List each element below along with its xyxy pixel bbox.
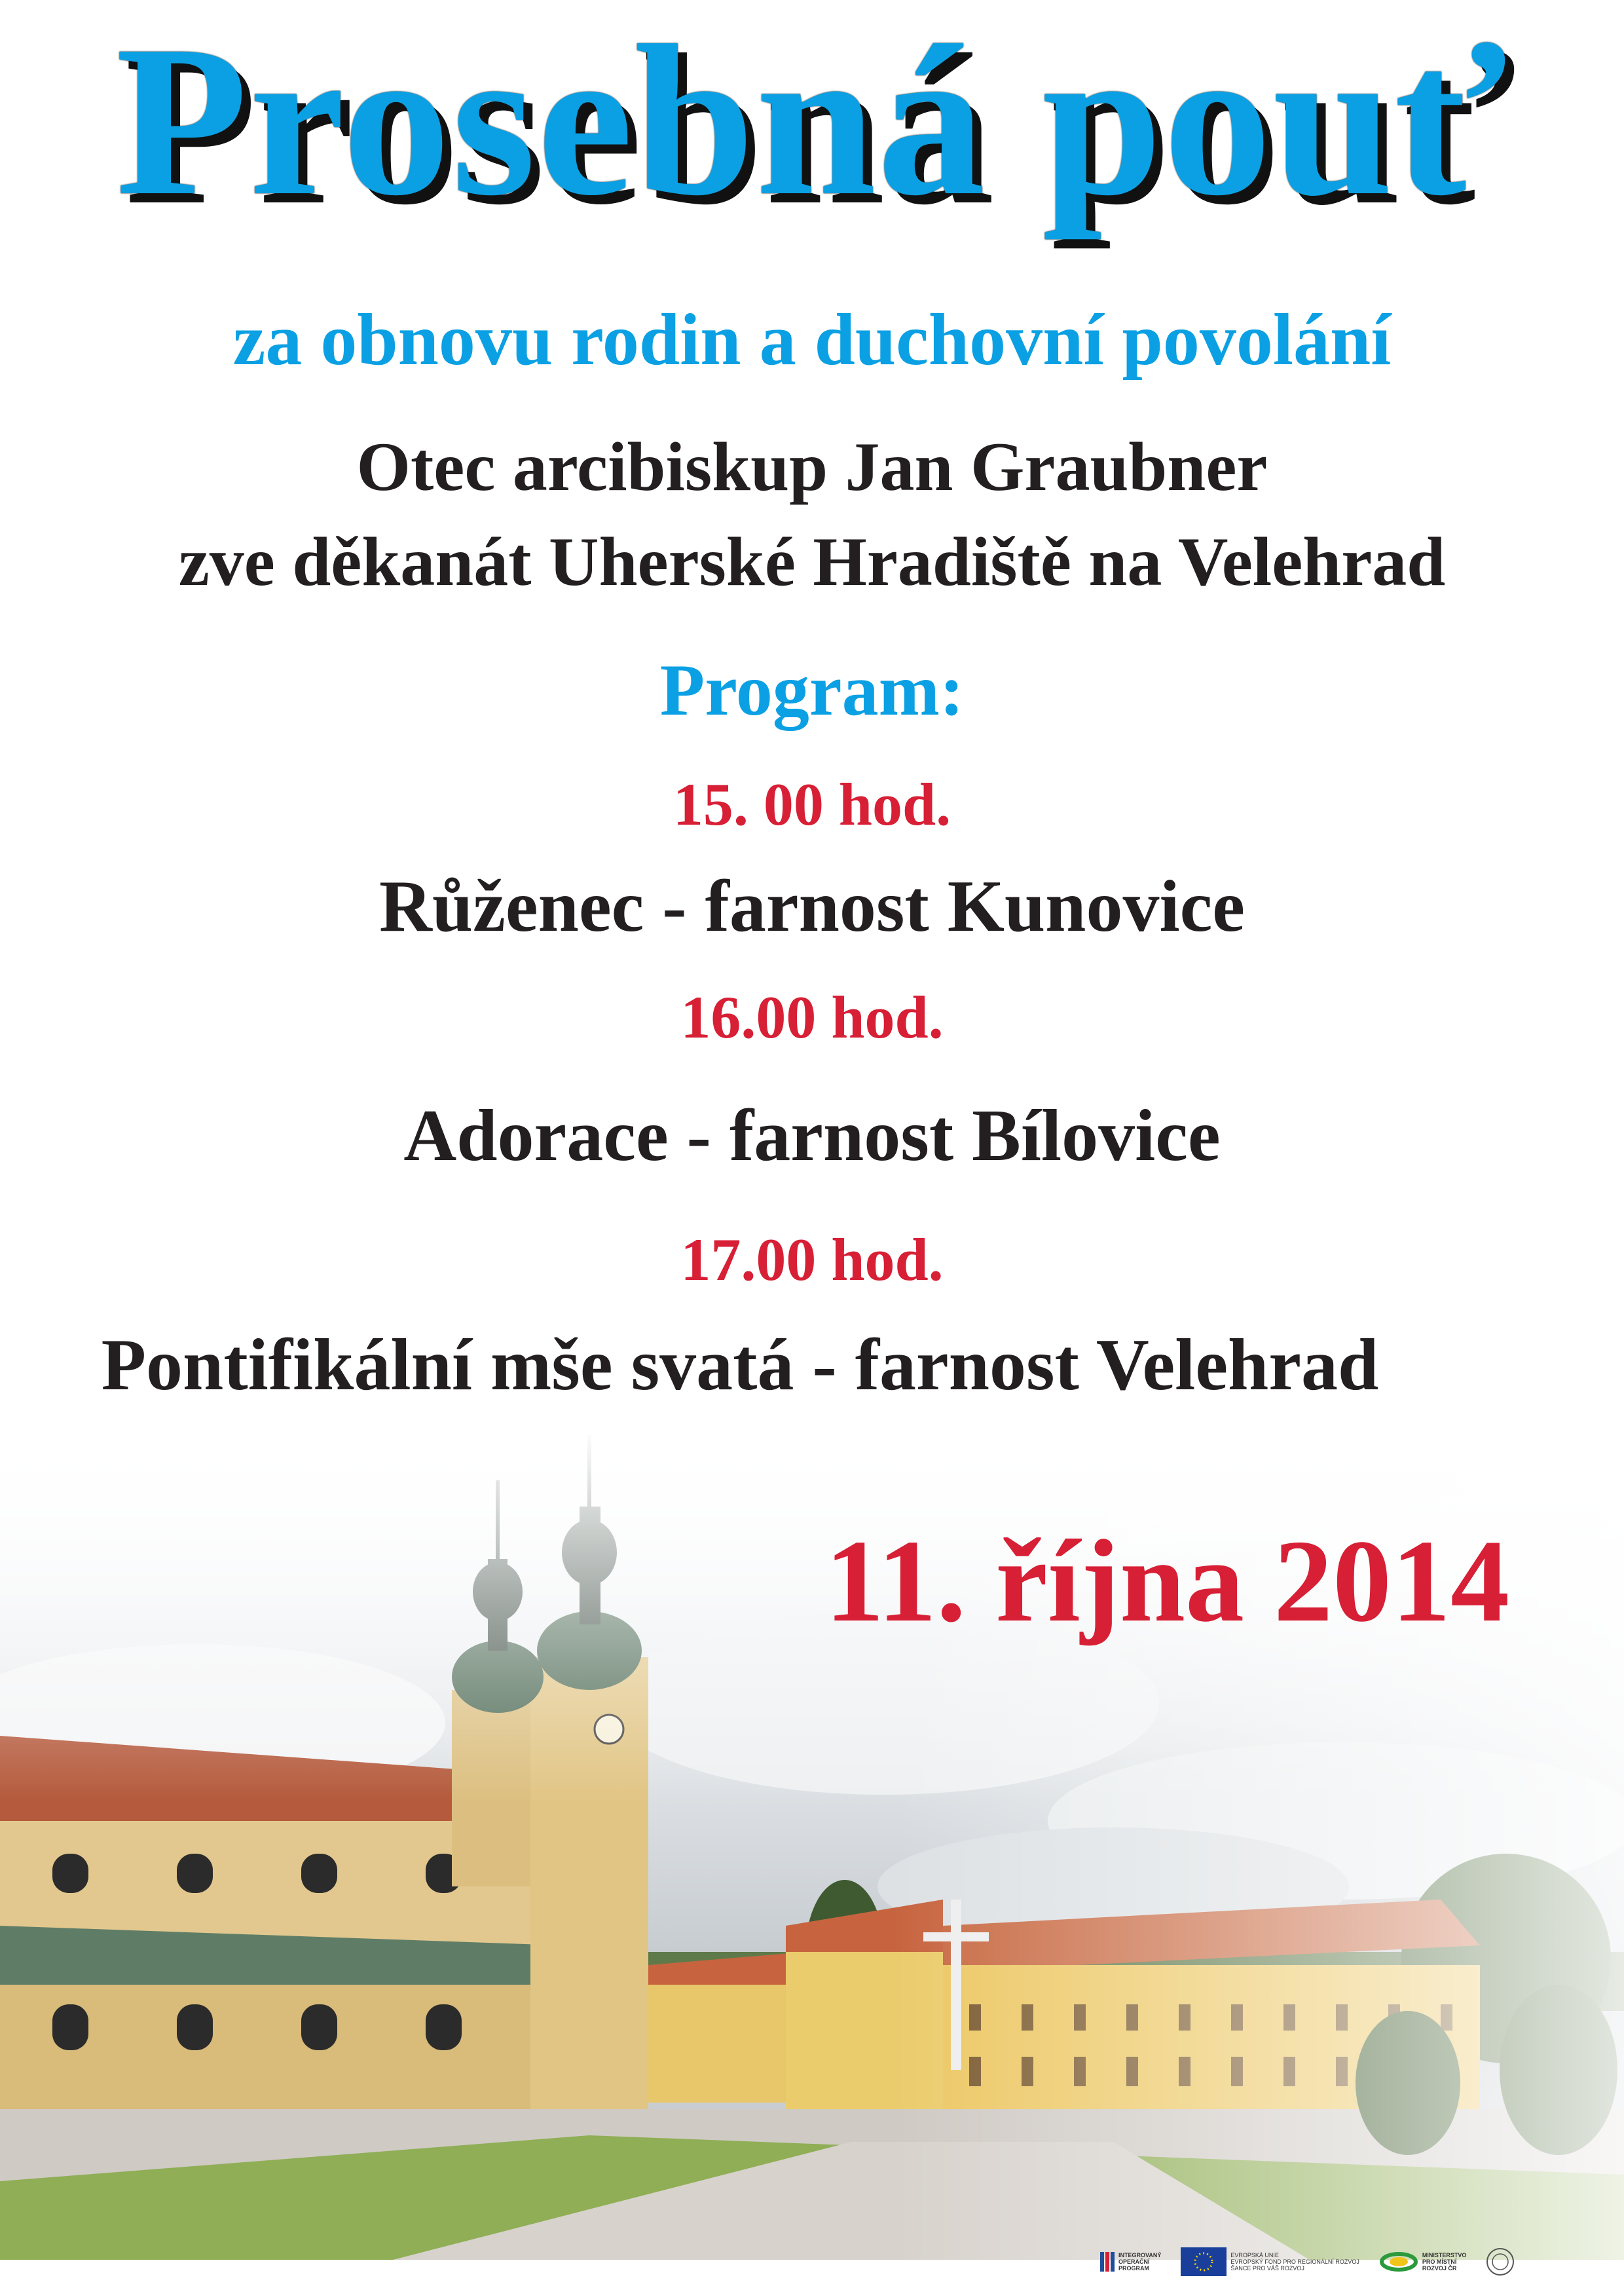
invitation-line-1: Otec arcibiskup Jan Graubner: [356, 428, 1268, 505]
eu-text-3: ŠANCE PRO VÁŠ ROZVOJ: [1230, 2265, 1304, 2272]
eu-text-2: EVROPSKÝ FOND PRO REGIONÁLNÍ ROZVOJ: [1230, 2258, 1359, 2265]
program-time-2: 16.00 hod.: [680, 984, 944, 1051]
program-event-3: Pontifikální mše svatá - farnost Velehrad: [101, 1324, 1379, 1406]
iop-logo: [1100, 2252, 1161, 2272]
mmr-swirl-icon: [1379, 2249, 1418, 2275]
event-date: 11. října 2014: [825, 1516, 1510, 1646]
invitation: [0, 419, 1624, 609]
iop-flag-icon: [1100, 2252, 1115, 2272]
program-heading: Program:: [659, 650, 965, 731]
eu-text-1: EVROPSKÁ UNIE: [1230, 2252, 1279, 2258]
program-time-1: 15. 00 hod.: [673, 771, 951, 838]
eu-logo: [1181, 2247, 1359, 2276]
iop-text-3: PROGRAM: [1118, 2265, 1149, 2272]
poster-subtitle: za obnovu rodin a duchovní povolání: [232, 299, 1392, 381]
program-event-1: Růženec - farnost Kunovice: [378, 866, 1245, 947]
invitation-line-2: zve děkanát Uherské Hradiště na Velehrad: [178, 523, 1446, 600]
program-event-2: Adorace - farnost Bílovice: [403, 1095, 1221, 1176]
iop-text-2: OPERAČNÍ: [1118, 2258, 1150, 2265]
iop-text-1: INTEGROVANÝ: [1118, 2252, 1162, 2258]
seal-icon: [1486, 2247, 1515, 2276]
mmr-text-2: PRO MÍSTNÍ: [1422, 2258, 1457, 2265]
program-time-3: 17.00 hod.: [680, 1226, 944, 1293]
mmr-text-1: MINISTERSTVO: [1422, 2252, 1467, 2258]
mmr-logo: [1379, 2249, 1467, 2275]
footer-logos: [1100, 2240, 1598, 2283]
poster-title: Prosebná pouť: [115, 1, 1509, 240]
eu-flag-icon: [1181, 2247, 1227, 2276]
mmr-text-3: ROZVOJ ČR: [1422, 2265, 1457, 2272]
